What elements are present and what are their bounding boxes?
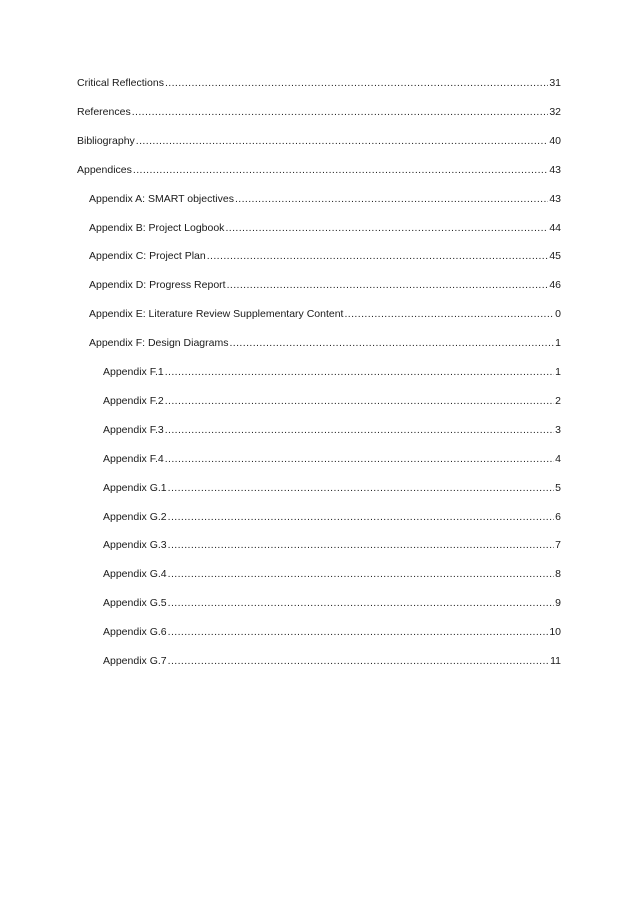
toc-entry-title: References xyxy=(77,106,131,118)
toc-entry[interactable] xyxy=(103,654,561,668)
toc-entry-title: Appendix C: Project Plan xyxy=(89,250,206,262)
toc-entry-title: Appendix D: Progress Report xyxy=(89,279,226,291)
toc-entry-page-number: 43 xyxy=(549,164,561,176)
toc-dot-leader xyxy=(225,221,548,235)
toc-entry-page-number: 5 xyxy=(555,482,561,494)
toc-entry-page-number: 32 xyxy=(549,106,561,118)
toc-entry-title: Bibliography xyxy=(77,135,135,147)
toc-entry-page-number: 1 xyxy=(555,337,561,349)
toc-entry[interactable] xyxy=(89,249,561,263)
toc-dot-leader xyxy=(235,192,548,206)
toc-entry[interactable] xyxy=(77,105,561,119)
toc-entry[interactable] xyxy=(103,625,561,639)
toc-entry-page-number: 7 xyxy=(555,539,561,551)
toc-entry[interactable] xyxy=(89,307,561,321)
toc-dot-leader xyxy=(165,365,554,379)
toc-dot-leader xyxy=(168,654,549,668)
toc-entry[interactable] xyxy=(89,336,561,350)
toc-entry-title: Appendix F: Design Diagrams xyxy=(89,337,229,349)
toc-dot-leader xyxy=(165,394,554,408)
toc-entry[interactable] xyxy=(103,510,561,524)
toc-entry-title: Appendix F.3 xyxy=(103,424,164,436)
toc-entry-title: Appendix G.5 xyxy=(103,597,167,609)
toc-entry-page-number: 45 xyxy=(549,250,561,262)
toc-entry-page-number: 0 xyxy=(555,308,561,320)
toc-entry-title: Appendix G.1 xyxy=(103,482,167,494)
toc-entry[interactable] xyxy=(103,481,561,495)
toc-dot-leader xyxy=(207,249,549,263)
toc-entry-title: Critical Reflections xyxy=(77,77,164,89)
toc-entry-page-number: 1 xyxy=(555,366,561,378)
toc-entry[interactable] xyxy=(103,423,561,437)
toc-entry-page-number: 11 xyxy=(550,655,561,667)
toc-entry-title: Appendix G.7 xyxy=(103,655,167,667)
toc-entry[interactable] xyxy=(89,221,561,235)
toc-entry[interactable] xyxy=(103,538,561,552)
toc-entry-title: Appendix E: Literature Review Supplementary Content xyxy=(89,308,344,320)
toc-entry[interactable] xyxy=(77,134,561,148)
toc-entry-title: Appendices xyxy=(77,164,132,176)
toc-dot-leader xyxy=(168,567,555,581)
toc-dot-leader xyxy=(168,538,555,552)
toc-entry[interactable] xyxy=(103,567,561,581)
toc-entry-page-number: 31 xyxy=(549,77,561,89)
toc-entry[interactable] xyxy=(77,76,561,90)
toc-entry-page-number: 9 xyxy=(555,597,561,609)
toc-entry-title: Appendix A: SMART objectives xyxy=(89,193,234,205)
toc-entry-page-number: 44 xyxy=(549,222,561,234)
toc-entry-title: Appendix G.2 xyxy=(103,511,167,523)
toc-entry[interactable] xyxy=(103,365,561,379)
toc-entry-title: Appendix G.4 xyxy=(103,568,167,580)
toc-dot-leader xyxy=(133,163,548,177)
toc-dot-leader xyxy=(344,307,554,321)
toc-entry-title: Appendix F.4 xyxy=(103,453,164,465)
toc-entry[interactable] xyxy=(89,278,561,292)
toc-dot-leader xyxy=(168,481,555,495)
toc-entry-title: Appendix F.2 xyxy=(103,395,164,407)
toc-entry[interactable] xyxy=(103,394,561,408)
toc-entry[interactable] xyxy=(103,596,561,610)
toc-entry[interactable] xyxy=(77,163,561,177)
toc-dot-leader xyxy=(168,510,555,524)
toc-entry[interactable] xyxy=(103,452,561,466)
toc-entry-page-number: 2 xyxy=(555,395,561,407)
toc-dot-leader xyxy=(229,336,554,350)
toc-entry-page-number: 46 xyxy=(549,279,561,291)
toc-dot-leader xyxy=(136,134,549,148)
toc-entry-page-number: 10 xyxy=(549,626,561,638)
toc-entry-page-number: 43 xyxy=(549,193,561,205)
toc-entry-title: Appendix B: Project Logbook xyxy=(89,222,225,234)
toc-dot-leader xyxy=(165,423,554,437)
toc-dot-leader xyxy=(132,105,549,119)
toc-dot-leader xyxy=(165,452,554,466)
toc-dot-leader xyxy=(165,76,548,90)
toc-entry-title: Appendix F.1 xyxy=(103,366,164,378)
toc-entry-page-number: 8 xyxy=(555,568,561,580)
toc-entry-title: Appendix G.6 xyxy=(103,626,167,638)
toc-entry-title: Appendix G.3 xyxy=(103,539,167,551)
toc-entry-page-number: 40 xyxy=(549,135,561,147)
toc-entry-page-number: 4 xyxy=(555,453,561,465)
toc-dot-leader xyxy=(227,278,549,292)
toc-entry-page-number: 6 xyxy=(555,511,561,523)
toc-dot-leader xyxy=(168,596,555,610)
toc-entry[interactable] xyxy=(89,192,561,206)
toc-dot-leader xyxy=(168,625,549,639)
toc-entry-page-number: 3 xyxy=(555,424,561,436)
